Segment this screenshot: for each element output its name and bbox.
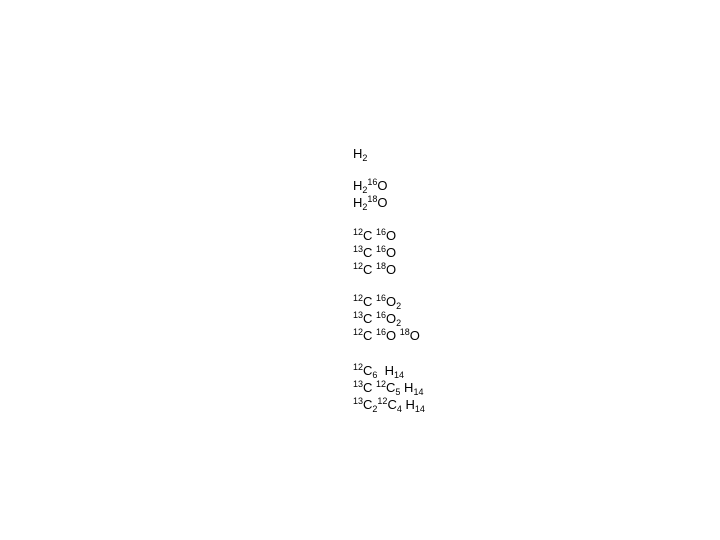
formula-line: $H_2^{18}O$ xyxy=(353,194,388,212)
formula-line: $^{12}$C $^{16}$O xyxy=(353,227,397,243)
formula-line: $^{12}$C $^{16}$O $^{18}$O xyxy=(353,327,420,343)
co-formula xyxy=(353,227,396,278)
hydrogen-formula xyxy=(353,145,367,162)
hexane-formula xyxy=(353,362,425,413)
formula-line: $^{13}$C $^{16}O_2$ xyxy=(353,310,402,328)
formula-line: $H_2^{16}O$ xyxy=(353,177,388,195)
formula-line: $^{12}C_6$ $H_{14}$ xyxy=(353,362,405,380)
formula-line: $^{13}$C $^{12}C_5$ $H_{14}$ xyxy=(353,379,424,397)
formula-line: $^{12}$C $^{18}$O xyxy=(353,261,397,277)
co2-formula xyxy=(353,293,420,344)
formula-line: $^{13}C_2^{12}C_4$ $H_{14}$ xyxy=(353,396,425,414)
formula-line: $^{13}$C $^{16}$O xyxy=(353,244,397,260)
formula-line: $H_2$ xyxy=(353,146,368,163)
water-formula xyxy=(353,177,388,211)
formula-line: $^{12}$C $^{16}O_2$ xyxy=(353,293,402,311)
